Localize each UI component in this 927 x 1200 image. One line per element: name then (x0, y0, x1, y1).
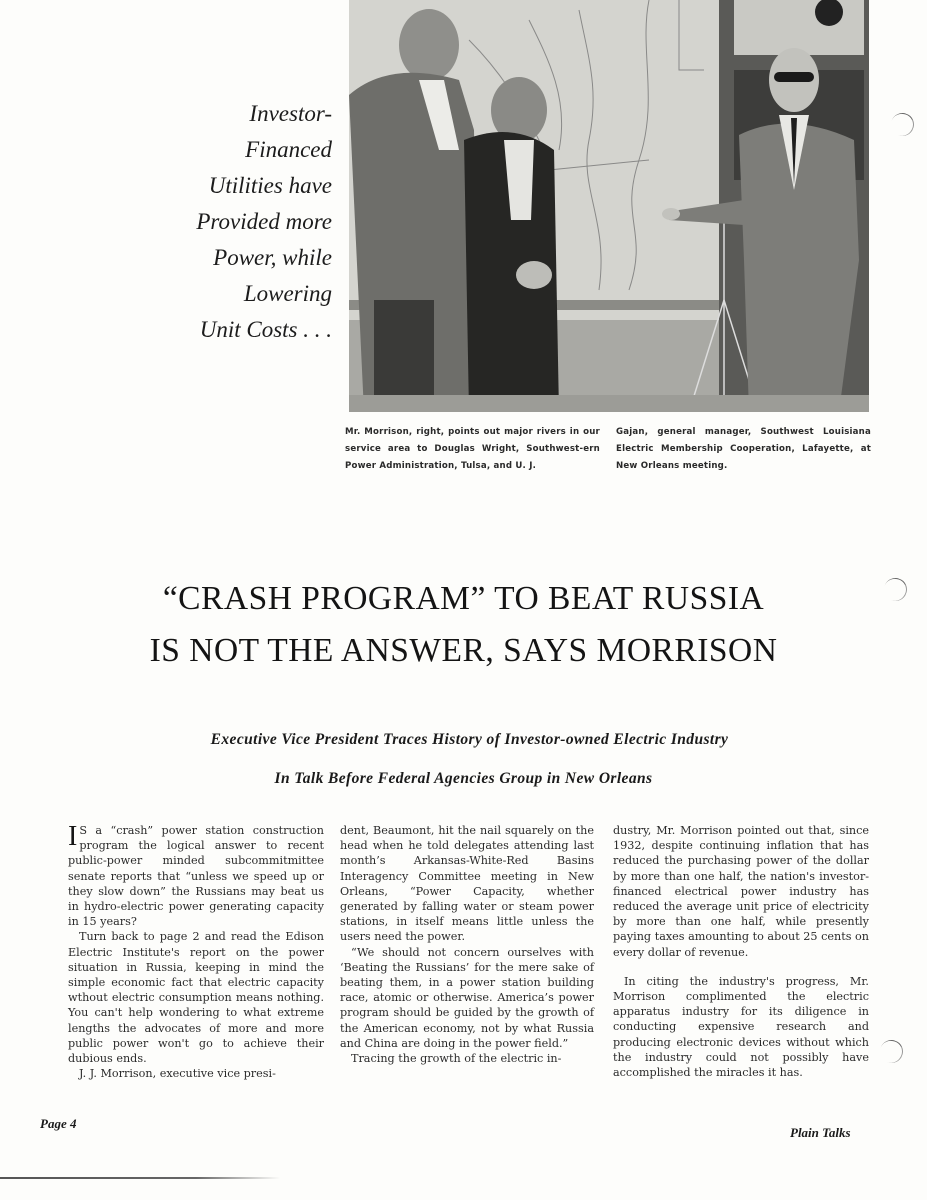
photo-caption-right: Gajan, general manager, Southwest Louisiana Electric Membership Cooperation, Lafayette, at New Orleans meeting. (616, 427, 871, 471)
paragraph: dustry, Mr. Morrison pointed out that, since 1932, despite continuing inflation that has reduced the purchasing power of the dollar by more than one half, the nation's investor-financed electrical power industry has reduced the average unit price of electricity by more than one half, while presently paying taxes amounting to about 25 cents on every dollar of revenue. (613, 824, 869, 959)
publication-name: Plain Talks (790, 1125, 851, 1140)
punch-hole-mark-icon (888, 110, 917, 139)
pull-quote (150, 96, 332, 348)
body-column-1 (68, 823, 324, 1081)
page-number: Page 4 (40, 1116, 77, 1131)
paragraph-text: S a “crash” power station construction program the logical answer to recent public-power minded subcommitmittee senate reports that “unless we speed up or they slow down” the Russians may beat us in hydro-electric power generating capacity in 15 years? (68, 824, 324, 929)
paragraph: Tracing the growth of the electric in- (351, 1052, 562, 1066)
subhead-line-1: Executive Vice President Traces History of Investor-owned Electric Industry (210, 731, 729, 748)
paragraph (68, 823, 324, 929)
paragraph: dent, Beaumont, hit the nail squarely on the head when he told delegates attending last month’s Arkansas-White-Red Basins Interagency Committee meeting in New Orleans, “Power Capacity, whether generated by falling water or steam power stations, in itself means little unless the users need the power. (340, 824, 594, 944)
bottom-rule-divider (0, 1177, 280, 1179)
photo-caption-left: Mr. Morrison, right, points out major rivers in our service area to Douglas Wright, Southwest-ern Power Administration, Tulsa, and U. J. (345, 427, 600, 471)
headline-line-1: “CRASH PROGRAM” TO BEAT RUSSIA (162, 580, 765, 617)
pull-quote-line: Lowering (243, 281, 332, 306)
headline-line-2: IS NOT THE ANSWER, SAYS MORRISON (149, 632, 778, 669)
pull-quote-line: Investor- (249, 101, 332, 126)
pull-quote-line: Power, while (213, 245, 332, 270)
pull-quote-line: Financed (245, 137, 332, 162)
photograph-icon (349, 0, 869, 412)
body-column-2 (340, 823, 594, 1066)
pull-quote-line: Unit Costs . . . (199, 317, 332, 342)
paragraph: “We should not concern ourselves with ‘Beating the Russians’ for the mere sake of beating them, in a power station building race, atomic or otherwise. America’s power program should be guided by the growth of the American economy, not by what Russia and China are doing in the power field.” (340, 945, 594, 1050)
paragraph: Turn back to page 2 and read the Edison Electric Institute's report on the power situation in Russia, keeping in mind the simple economic fact that electric capacity wthout electric consumption means nothing. You can't help wondering to what extreme lengths the advocates of more and more public power won't go to achieve their dubious ends. (68, 930, 324, 1066)
drop-cap: I (68, 821, 78, 852)
subhead-line-2: In Talk Before Federal Agencies Group in New Orleans (274, 770, 653, 787)
body-column-3 (613, 823, 869, 1080)
pull-quote-line: Utilities have (208, 173, 332, 198)
paragraph: In citing the industry's progress, Mr. Morrison complimented the electric apparatus industry for its diligence in conducting expensive research and producing electronic devices without which the industry could not possibly have accomplished the miracles it has. (613, 974, 869, 1080)
pull-quote-line: Provided more (196, 209, 332, 234)
paragraph: J. J. Morrison, executive vice presi- (79, 1067, 276, 1081)
article-photo (349, 0, 869, 412)
punch-hole-mark-icon (877, 1037, 906, 1066)
